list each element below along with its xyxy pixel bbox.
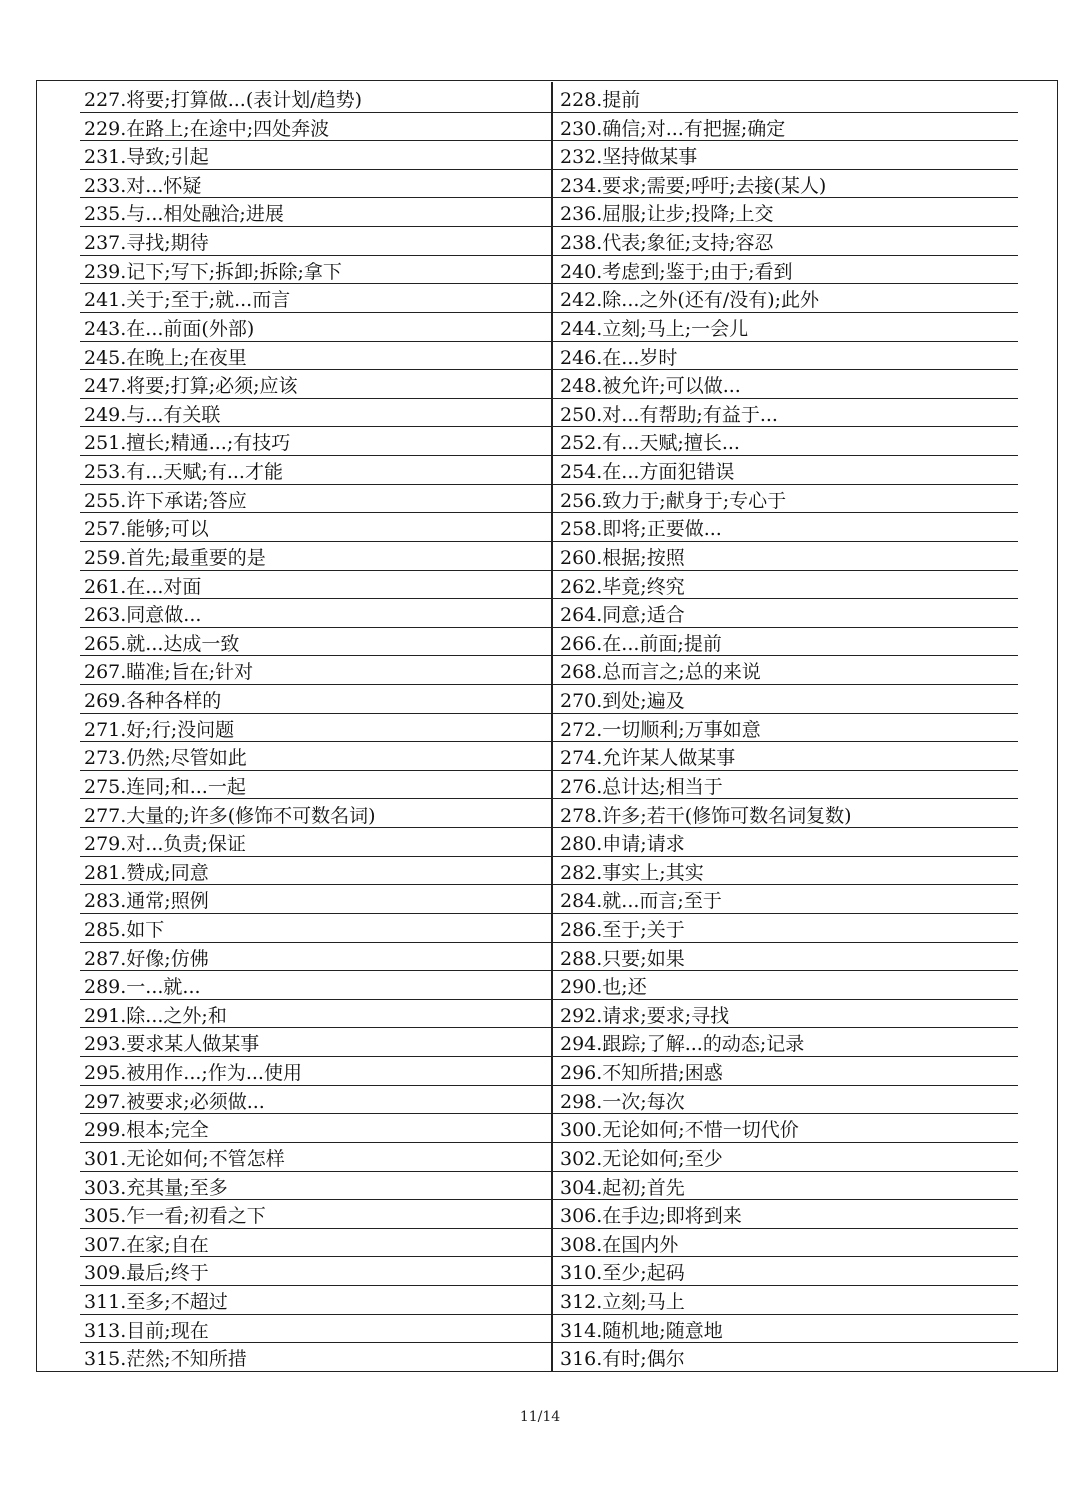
right-entry: 244.立刻;马上;一会儿 xyxy=(560,317,749,340)
left-entry: 285.如下 xyxy=(84,918,165,941)
left-entry: 247.将要;打算;必须;应该 xyxy=(84,375,298,398)
right-entry: 284.就...而言;至于 xyxy=(560,890,722,913)
table-row xyxy=(80,1315,1018,1344)
right-entry: 250.对...有帮助;有益于... xyxy=(560,403,778,426)
right-entry: 246.在...岁时 xyxy=(560,346,678,369)
table-row xyxy=(80,800,1018,829)
table-row xyxy=(80,971,1018,1000)
table-row xyxy=(80,1257,1018,1286)
right-entry: 242.除...之外(还有/没有);此外 xyxy=(560,289,820,312)
left-entry: 245.在晚上;在夜里 xyxy=(84,346,247,369)
table-row xyxy=(80,113,1018,142)
left-entry: 229.在路上;在途中;四处奔波 xyxy=(84,117,330,140)
table-row xyxy=(80,198,1018,227)
right-entry: 248.被允许;可以做... xyxy=(560,375,741,398)
right-entry: 264.同意;适合 xyxy=(560,604,685,627)
table-row xyxy=(80,742,1018,771)
left-entry: 259.首先;最重要的是 xyxy=(84,546,266,569)
left-entry: 227.将要;打算做...(表计划/趋势) xyxy=(84,89,363,111)
left-entry: 263.同意做... xyxy=(84,604,202,627)
table-row xyxy=(80,284,1018,313)
left-entry: 239.记下;写下;拆卸;拆除;拿下 xyxy=(84,260,342,283)
table-row xyxy=(80,1114,1018,1143)
table-row xyxy=(80,1286,1018,1315)
right-entry: 240.考虑到;鉴于;由于;看到 xyxy=(560,260,793,283)
table-row xyxy=(80,456,1018,485)
left-entry: 253.有...天赋;有...才能 xyxy=(84,461,283,484)
left-entry: 281.赞成;同意 xyxy=(84,861,209,884)
table-row xyxy=(80,227,1018,256)
left-entry: 293.要求某人做某事 xyxy=(84,1033,260,1056)
right-entry: 228.提前 xyxy=(560,89,641,111)
table-row xyxy=(80,771,1018,800)
right-entry: 274.允许某人做某事 xyxy=(560,747,736,770)
table-row xyxy=(80,628,1018,657)
table-row xyxy=(80,571,1018,600)
right-entry: 256.致力于;献身于;专心于 xyxy=(560,489,787,512)
left-entry: 243.在...前面(外部) xyxy=(84,317,255,340)
table-row xyxy=(80,141,1018,170)
right-entry: 304.起初;首先 xyxy=(560,1176,685,1199)
left-entry: 267.瞄准;旨在;针对 xyxy=(84,661,254,684)
table-row xyxy=(80,399,1018,428)
left-entry: 275.连同;和...一起 xyxy=(84,775,246,798)
table-row xyxy=(80,885,1018,914)
table-row xyxy=(80,542,1018,571)
table-row xyxy=(80,1343,1018,1372)
left-entry: 297.被要求;必须做... xyxy=(84,1090,265,1113)
right-entry: 258.即将;正要做... xyxy=(560,518,722,541)
right-entry: 286.至于;关于 xyxy=(560,918,685,941)
right-entry: 266.在...前面;提前 xyxy=(560,632,722,655)
table-row xyxy=(80,256,1018,285)
right-entry: 276.总计达;相当于 xyxy=(560,775,723,798)
table-row xyxy=(80,1028,1018,1057)
left-entry: 279.对...负责;保证 xyxy=(84,833,246,856)
right-entry: 292.请求;要求;寻找 xyxy=(560,1004,730,1027)
right-entry: 254.在...方面犯错误 xyxy=(560,461,735,484)
left-entry: 257.能够;可以 xyxy=(84,518,209,541)
right-entry: 300.无论如何;不惜一切代价 xyxy=(560,1119,799,1142)
table-row xyxy=(80,342,1018,371)
table-row xyxy=(80,714,1018,743)
left-entry: 295.被用作...;作为...使用 xyxy=(84,1062,302,1085)
left-entry: 237.寻找;期待 xyxy=(84,232,209,255)
right-entry: 278.许多;若干(修饰可数名词复数) xyxy=(560,804,852,827)
left-entry: 303.充其量;至多 xyxy=(84,1176,228,1199)
left-entry: 255.许下承诺;答应 xyxy=(84,489,247,512)
right-entry: 310.至少;起码 xyxy=(560,1262,685,1285)
table-row xyxy=(80,1000,1018,1029)
left-entry: 251.擅长;精通...;有技巧 xyxy=(84,432,291,455)
left-entry: 299.根本;完全 xyxy=(84,1119,209,1142)
table-row xyxy=(80,685,1018,714)
left-entry: 273.仍然;尽管如此 xyxy=(84,747,247,770)
right-entry: 262.毕竟;终究 xyxy=(560,575,685,598)
left-entry: 301.无论如何;不管怎样 xyxy=(84,1147,285,1170)
right-entry: 252.有...天赋;擅长... xyxy=(560,432,740,455)
right-entry: 230.确信;对...有把握;确定 xyxy=(560,117,786,140)
left-entry: 241.关于;至于;就...而言 xyxy=(84,289,291,312)
table-row xyxy=(80,599,1018,628)
table-row xyxy=(80,1229,1018,1258)
left-entry: 235.与...相处融洽;进展 xyxy=(84,203,284,226)
table-row xyxy=(80,1086,1018,1115)
right-entry: 232.坚持做某事 xyxy=(560,146,698,169)
right-entry: 290.也;还 xyxy=(560,976,647,999)
page-number: 11/14 xyxy=(519,1409,561,1425)
left-entry: 261.在...对面 xyxy=(84,575,202,598)
left-entry: 291.除...之外;和 xyxy=(84,1004,227,1027)
left-entry: 287.好像;仿佛 xyxy=(84,947,209,970)
right-entry: 312.立刻;马上 xyxy=(560,1291,685,1314)
right-entry: 236.屈服;让步;投降;上交 xyxy=(560,203,774,226)
left-entry: 271.好;行;没问题 xyxy=(84,718,235,741)
table-row xyxy=(80,485,1018,514)
left-entry: 283.通常;照例 xyxy=(84,890,209,913)
left-entry: 277.大量的;许多(修饰不可数名词) xyxy=(84,804,376,827)
left-entry: 315.茫然;不知所措 xyxy=(84,1348,247,1371)
right-entry: 238.代表;象征;支持;容忍 xyxy=(560,232,774,255)
table-row xyxy=(80,1200,1018,1229)
left-entry: 289.一...就... xyxy=(84,976,201,999)
right-entry: 268.总而言之;总的来说 xyxy=(560,661,761,684)
table-row xyxy=(80,313,1018,342)
right-entry: 308.在国内外 xyxy=(560,1233,679,1256)
left-entry: 269.各种各样的 xyxy=(84,690,222,713)
left-entry: 231.导致;引起 xyxy=(84,146,209,169)
left-entry: 265.就...达成一致 xyxy=(84,632,240,655)
left-entry: 311.至多;不超过 xyxy=(84,1291,228,1314)
table-row xyxy=(80,84,1018,113)
right-entry: 298.一次;每次 xyxy=(560,1090,685,1113)
right-entry: 294.跟踪;了解...的动态;记录 xyxy=(560,1033,805,1056)
table-row xyxy=(80,513,1018,542)
right-entry: 270.到处;遍及 xyxy=(560,690,685,713)
table-row xyxy=(80,943,1018,972)
right-entry: 280.申请;请求 xyxy=(560,833,685,856)
right-entry: 316.有时;偶尔 xyxy=(560,1348,685,1371)
right-entry: 296.不知所措;困惑 xyxy=(560,1062,723,1085)
left-entry: 313.目前;现在 xyxy=(84,1319,209,1342)
left-entry: 249.与...有关联 xyxy=(84,403,221,426)
right-entry: 272.一切顺利;万事如意 xyxy=(560,718,761,741)
right-entry: 314.随机地;随意地 xyxy=(560,1319,723,1342)
right-entry: 234.要求;需要;呼吁;去接(某人) xyxy=(560,174,827,197)
table-row xyxy=(80,170,1018,199)
table-row xyxy=(80,914,1018,943)
right-entry: 302.无论如何;至少 xyxy=(560,1147,723,1170)
right-entry: 306.在手边;即将到来 xyxy=(560,1205,742,1228)
right-entry: 282.事实上;其实 xyxy=(560,861,704,884)
table-row xyxy=(80,1057,1018,1086)
left-entry: 305.乍一看;初看之下 xyxy=(84,1205,266,1228)
table-row xyxy=(80,427,1018,456)
table-row xyxy=(80,1143,1018,1172)
table-row xyxy=(80,370,1018,399)
table-row xyxy=(80,857,1018,886)
table-row xyxy=(80,828,1018,857)
table-row xyxy=(80,1172,1018,1201)
left-entry: 309.最后;终于 xyxy=(84,1262,209,1285)
left-entry: 233.对...怀疑 xyxy=(84,174,202,197)
table-row xyxy=(80,656,1018,685)
right-entry: 288.只要;如果 xyxy=(560,947,685,970)
left-entry: 307.在家;自在 xyxy=(84,1233,209,1256)
right-entry: 260.根据;按照 xyxy=(560,546,685,569)
